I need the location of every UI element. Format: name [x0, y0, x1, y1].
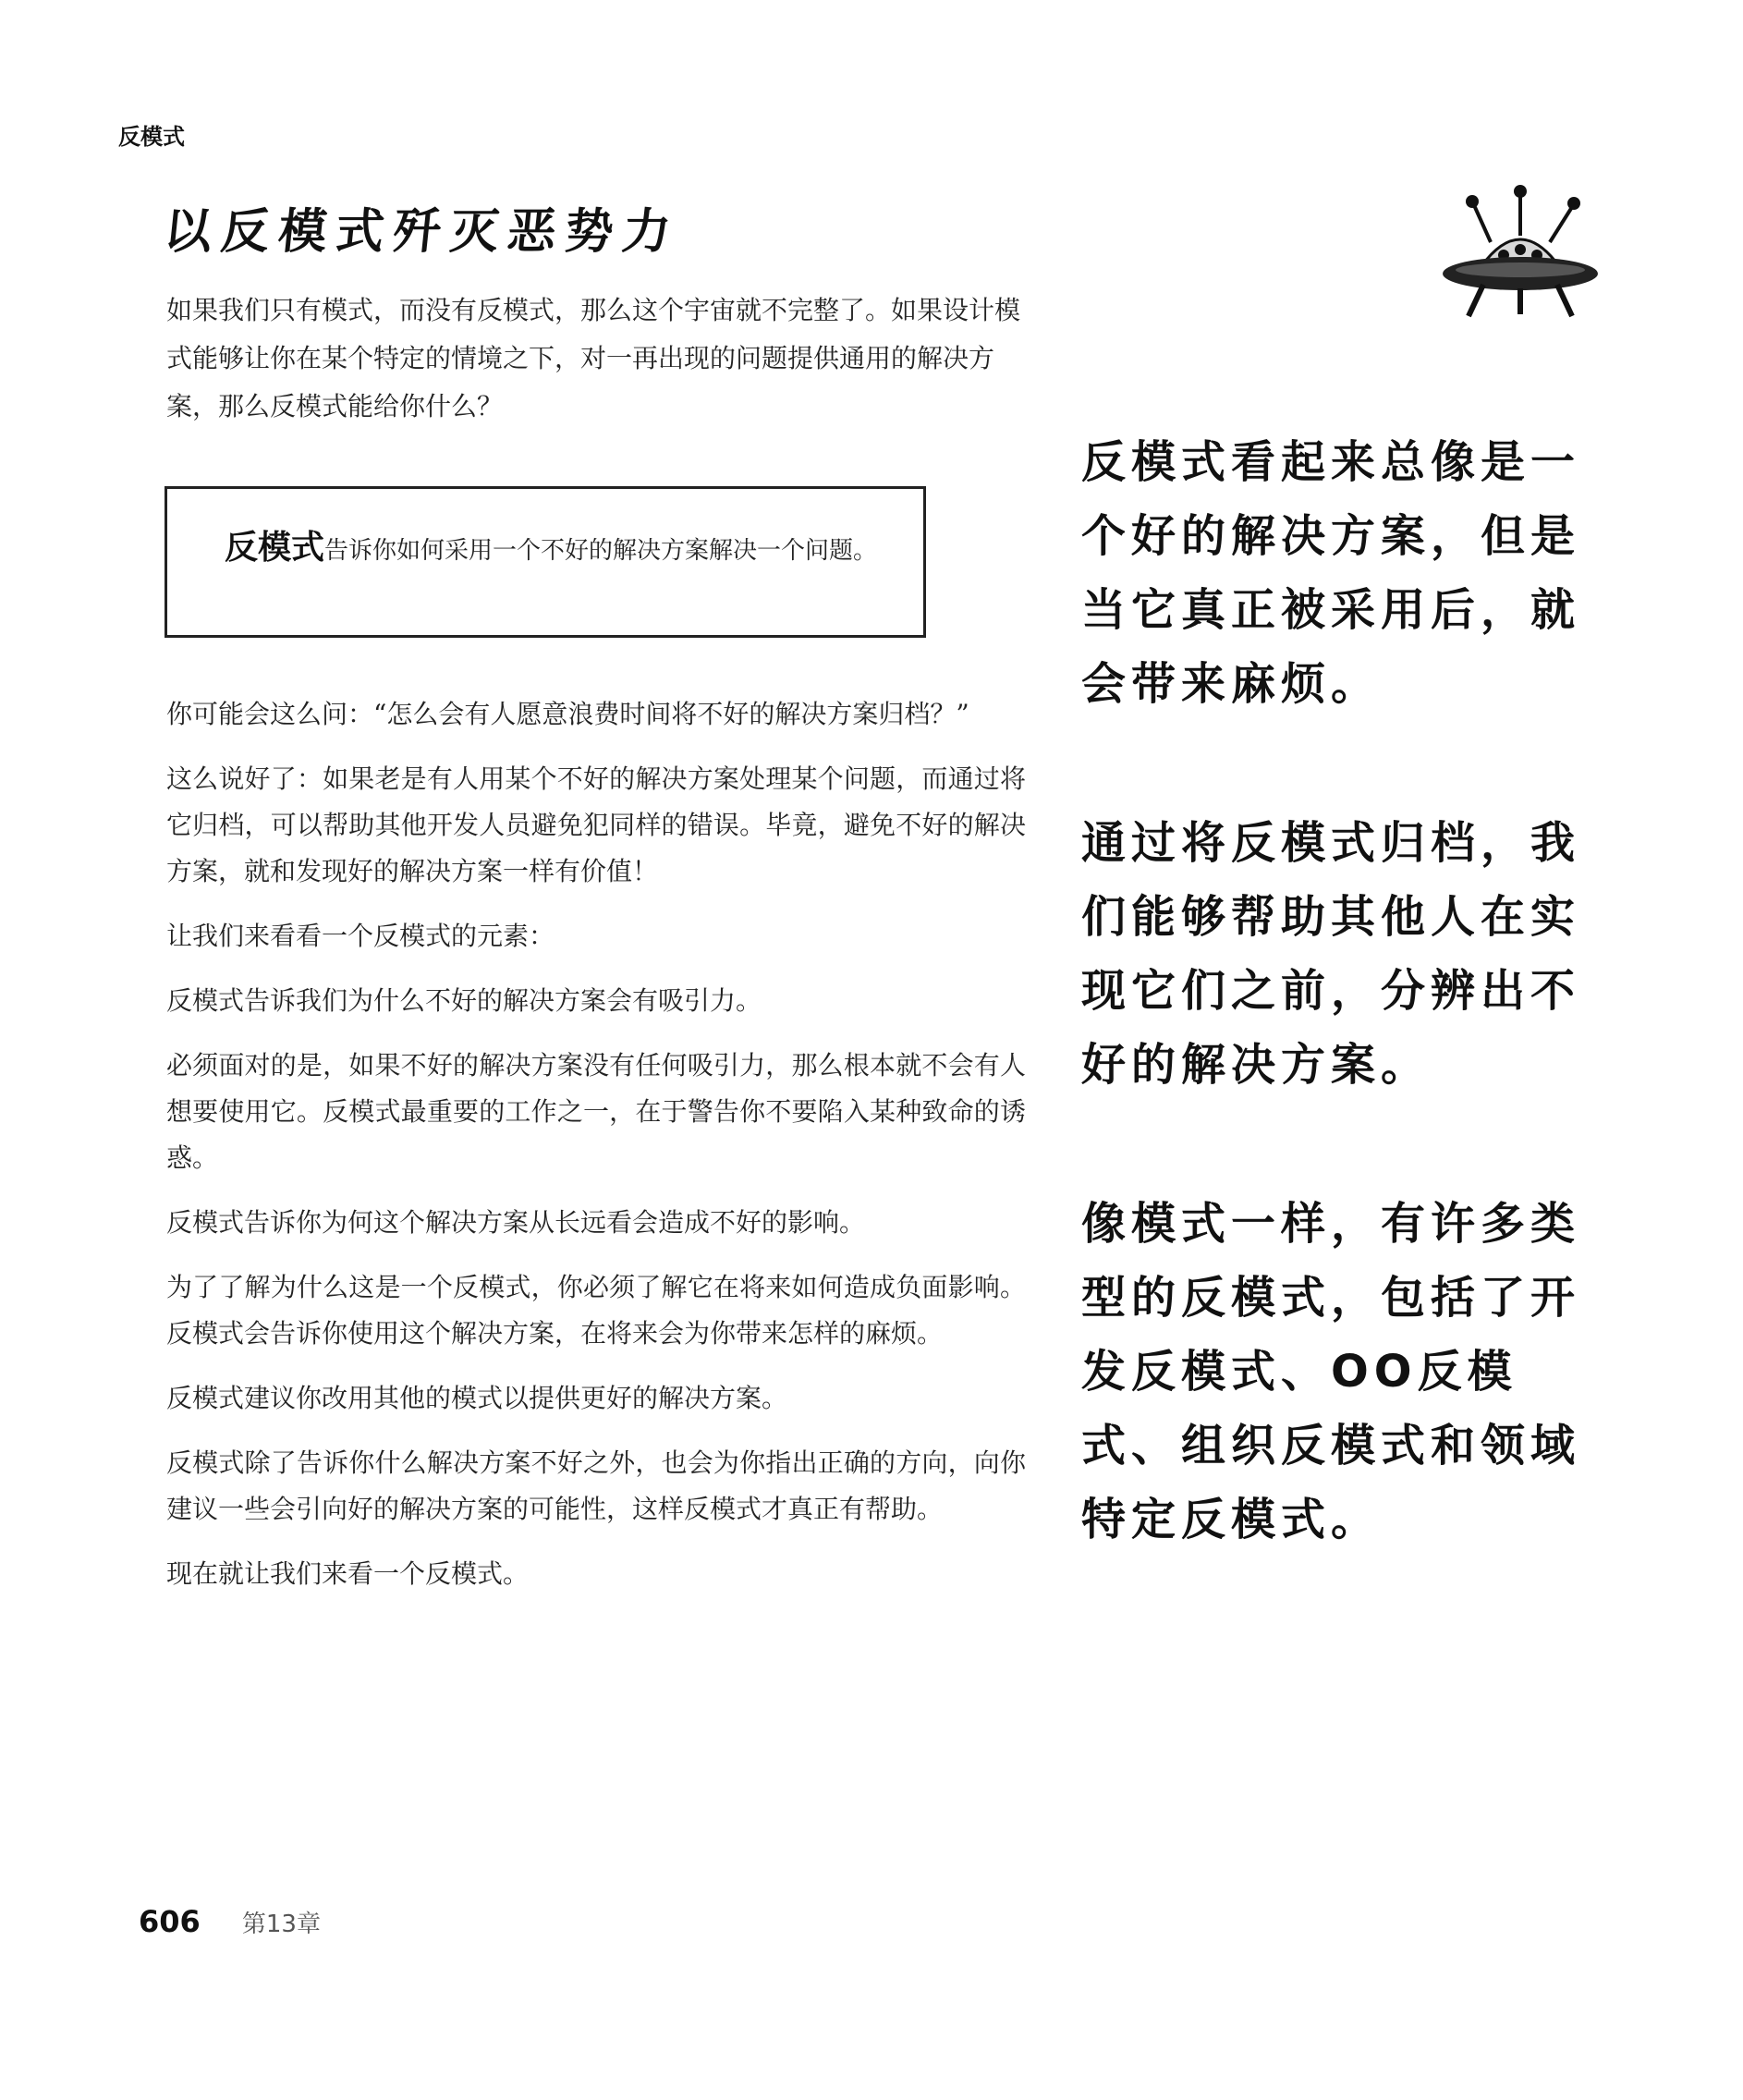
paragraph: 让我们来看看一个反模式的元素： — [166, 921, 555, 951]
paragraph: 为了了解为什么这是一个反模式，你必须了解它在将来如何造成负面影响。反模式会告诉你使用这个解决方案，在将来会为你带来怎样的麻烦。 — [166, 1272, 1026, 1349]
paragraph: 反模式告诉你为何这个解决方案从长远看会造成不好的影响。 — [166, 1207, 866, 1238]
definition-term: 反模式 — [225, 529, 325, 567]
ufo-icon — [1437, 185, 1603, 324]
definition-text: 告诉你如何采用一个不好的解决方案解决一个问题。 — [324, 537, 878, 565]
side-note: 反模式看起来总像是一个好的解决方案，但是当它真正被采用后，就会带来麻烦。 — [1081, 436, 1581, 710]
paragraph: 这么说好了：如果老是有人用某个不好的解决方案处理某个问题，而通过将它归档，可以帮助其他开发人员避免犯同样的错误。毕竟，避免不好的解决方案，就和发现好的解决方案一样有价值！ — [166, 763, 1026, 886]
paragraph: 反模式除了告诉你什么解决方案不好之外，也会为你指出正确的方向，向你建议一些会引向好的解决方案的可能性，这样反模式才真正有帮助。 — [166, 1447, 1026, 1524]
side-note: 通过将反模式归档，我们能够帮助其他人在实现它们之前，分辨出不好的解决方案。 — [1081, 817, 1581, 1091]
definition-box — [165, 486, 926, 638]
body-text — [166, 691, 1026, 1616]
paragraph: 现在就让我们来看一个反模式。 — [166, 1558, 530, 1589]
intro-paragraph: 如果我们只有模式，而没有反模式，那么这个宇宙就不完整了。如果设计模式能够让你在某个特定的情境之下，对一再出现的问题提供通用的解决方案，那么反模式能给你什么？ — [166, 295, 1021, 421]
paragraph: 反模式建议你改用其他的模式以提供更好的解决方案。 — [166, 1383, 788, 1413]
page-number: 606 — [139, 1904, 201, 1939]
paragraph: 必须面对的是，如果不好的解决方案没有任何吸引力，那么根本就不会有人想要使用它。反模式最重要的工作之一，在于警告你不要陷入某种致命的诱惑。 — [166, 1050, 1026, 1173]
side-note: 像模式一样，有许多类型的反模式，包括了开发反模式、OO反模式、组织反模式和领域特定反模式。 — [1081, 1198, 1581, 1545]
side-notes — [1081, 425, 1608, 1642]
section-label: 反模式 — [118, 124, 185, 150]
page-footer — [139, 1904, 321, 1939]
paragraph: 反模式告诉我们为什么不好的解决方案会有吸引力。 — [166, 985, 762, 1016]
paragraph: 你可能会这么问：“怎么会有人愿意浪费时间将不好的解决方案归档？” — [166, 699, 969, 729]
chapter-label: 第13章 — [241, 1911, 321, 1938]
page-title: 以反模式歼灭恶势力 — [161, 204, 683, 260]
